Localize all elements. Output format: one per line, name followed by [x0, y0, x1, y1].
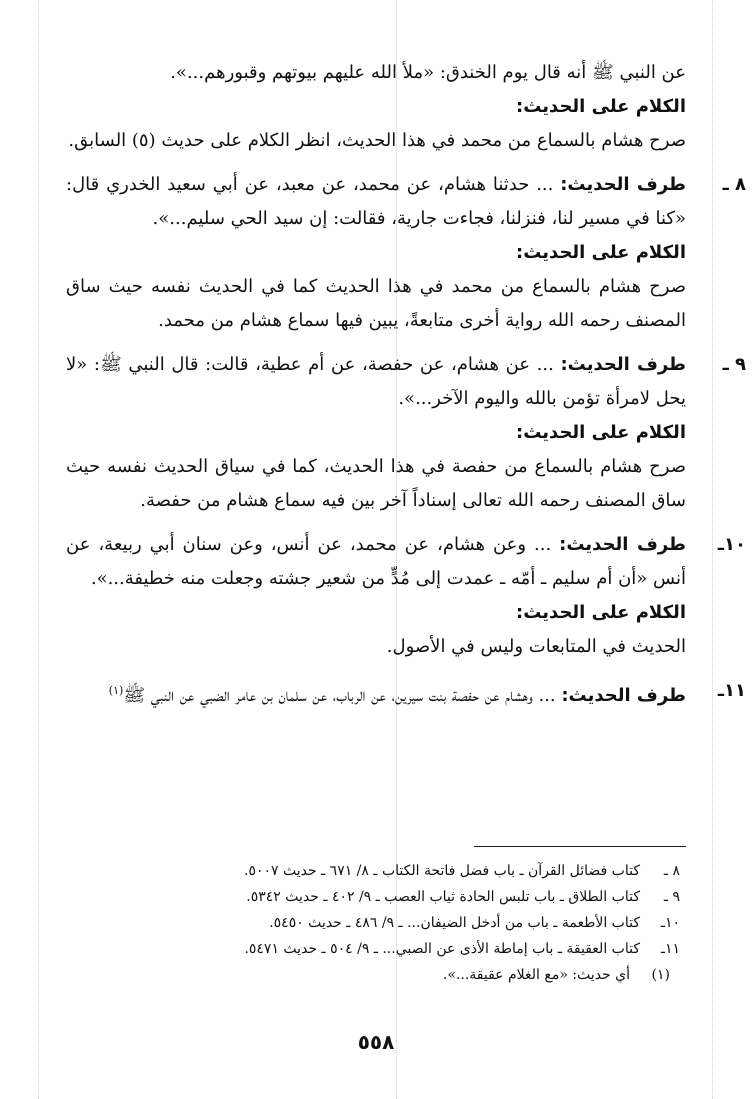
intro-comment: صرح هشام بالسماع من محمد في هذا الحديث، انظر الكلام على حديث (٥) السابق. [68, 130, 686, 151]
entry-number: ١٠ـ [717, 534, 746, 555]
entry-body: ... حدثنا هشام، عن محمد، عن معبد، عن أبي سعيد الخدري قال: «كنا في مسير لنا، فنزلنا، فجاءت جارية، فقالت: إن سيد الحي سليم...». [66, 174, 686, 229]
intro-text: عن النبي ﷺ أنه قال يوم الخندق: «ملأ الله عليهم بيوتهم وقبورهم...». [170, 62, 686, 83]
entry-text [66, 528, 686, 596]
footnote-divider [474, 846, 686, 847]
footnote-marker: (١) [108, 684, 124, 697]
footnote [80, 858, 680, 884]
entry-label: طرف الحديث: [561, 685, 686, 706]
entry-comment: الحديث في المتابعات وليس في الأصول. [386, 636, 686, 657]
entry-label: طرف الحديث: [560, 174, 686, 195]
footnote [80, 884, 680, 910]
entry-text [66, 348, 686, 416]
hadith-entry-10 [66, 528, 746, 664]
footnote-text: كتاب الأطعمة ـ باب من أدخل الضيفان... ـ ٩/ ٤٨٦ ـ حديث ٥٤٥٠. [269, 915, 640, 931]
entry-body: ... وعن هشام، عن محمد، عن أنس، وعن سنان أبي ربيعة، عن أنس «أن أم سليم ـ أمّه ـ عمدت إلى مُدٍّ من شعير جشته وجعلت منه خطيفة...». [66, 534, 686, 589]
entry-label: طرف الحديث: [559, 534, 687, 555]
section-heading: الكلام على الحديث: [516, 96, 686, 117]
main-text [66, 56, 746, 713]
footnote-number: ١١ـ [660, 941, 680, 957]
page-number: ٥٥٨ [357, 1030, 395, 1054]
footnote [80, 936, 680, 962]
section-heading: الكلام على الحديث: [516, 422, 686, 443]
entry-comment: صرح هشام بالسماع من محمد في هذا الحديث كما في الحديث نفسه حيث ساق المصنف رحمه الله رواية أخرى متابعةً، يبين فيها سماع هشام من محمد. [66, 276, 686, 331]
entry-number: ٨ ـ [722, 174, 746, 195]
entry-body: ... عن هشام، عن حفصة، عن أم عطية، قالت: قال النبي ﷺ: «لا يحل لامرأة تؤمن بالله واليوم الآخر...». [66, 354, 686, 409]
hadith-entry-11 [66, 674, 746, 713]
scan-guide-line [38, 0, 39, 1099]
footnote-number: ٩ ـ [663, 889, 680, 905]
footnotes [80, 858, 680, 988]
section-heading: الكلام على الحديث: [516, 242, 686, 263]
footnote-number: ٨ ـ [663, 863, 680, 879]
footnote-number: (١) [651, 967, 670, 983]
section-heading: الكلام على الحديث: [516, 602, 686, 623]
footnote-number: ١٠ـ [660, 915, 680, 931]
entry-text [66, 168, 686, 236]
entry-text [66, 674, 686, 713]
entry-number: ٩ ـ [722, 354, 746, 375]
entry-number: ١١ـ [717, 680, 746, 701]
entry-label: طرف الحديث: [560, 354, 686, 375]
footnote-text: أي حديث: «مع الغلام عقيقة...». [442, 967, 630, 983]
footnote [80, 910, 680, 936]
footnote-text: كتاب الطلاق ـ باب تلبس الحادة ثياب العصب ـ ٩/ ٤٠٢ ـ حديث ٥٣٤٢. [246, 889, 640, 905]
entry-comment: صرح هشام بالسماع من حفصة في هذا الحديث، كما في سياق الحديث نفسه حيث ساق المصنف رحمه الله تعالى إسناداً آخر بين فيه سماع هشام من حفصة. [66, 456, 686, 511]
footnote-text: كتاب العقيقة ـ باب إماطة الأذى عن الصبي... ـ ٩/ ٥٠٤ ـ حديث ٥٤٧١. [244, 941, 640, 957]
footnote-text: كتاب فضائل القرآن ـ باب فضل فاتحة الكتاب ـ ٨/ ٦٧١ ـ حديث ٥٠٠٧. [244, 863, 640, 879]
entry-body: ... وهشام عن حفصة بنت سيرين، عن الرباب، عن سلمان بن عامر الضبي عن النبي ﷺ [123, 685, 556, 706]
hadith-entry-9 [66, 348, 746, 518]
hadith-entry-8 [66, 168, 746, 338]
footnote [80, 962, 680, 988]
